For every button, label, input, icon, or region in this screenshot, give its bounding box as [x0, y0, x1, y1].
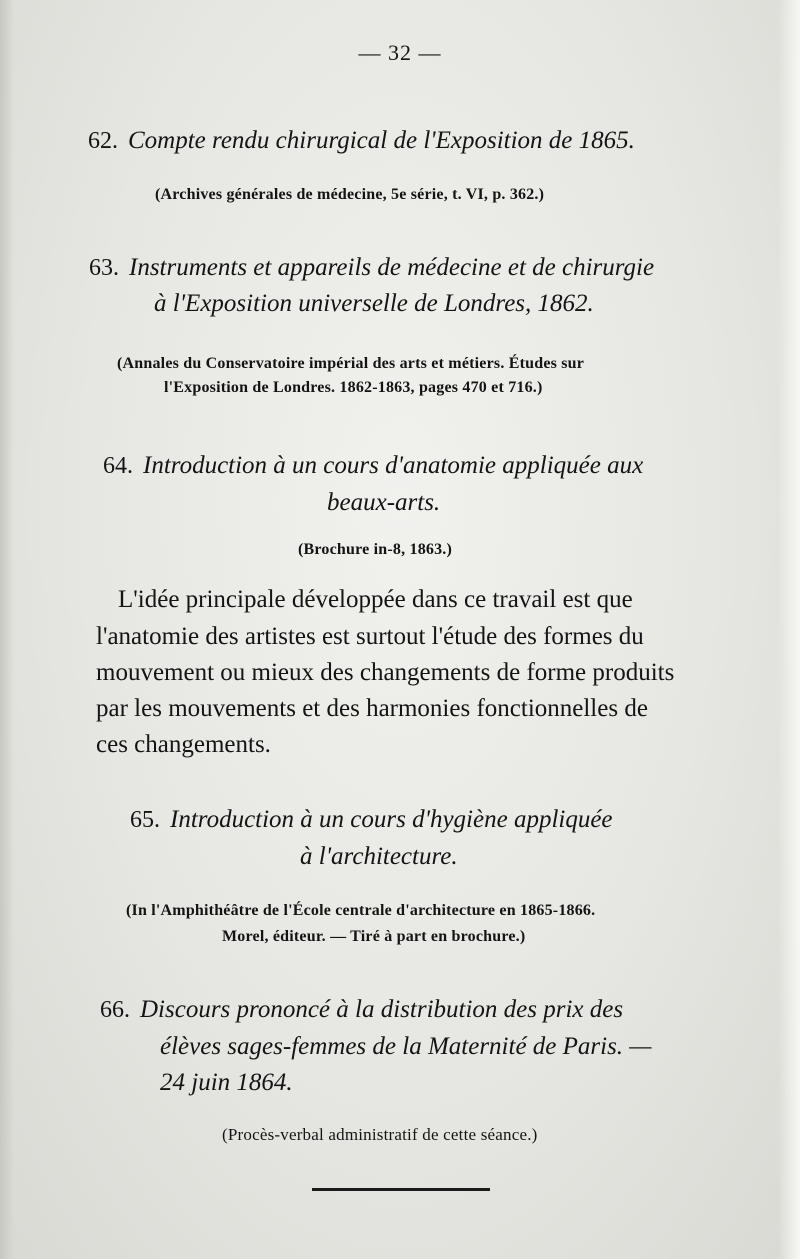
entry-64-body-line-3: mouvement ou mieux des changements de forme produits: [96, 659, 675, 686]
entry-64-source: (Brochure in-8, 1863.): [298, 541, 453, 558]
entry-65-number: 65.: [130, 807, 160, 833]
entry-63-title-line-1: [89, 254, 654, 282]
entry-64-title-line-1: [103, 452, 643, 480]
entry-64-number: 64.: [103, 453, 133, 479]
entry-65-title-line-1: [130, 806, 613, 834]
entry-63-title-1: Instruments et appareils de médecine et de chirurgie: [129, 254, 655, 281]
entry-63-title-line-2: à l'Exposition universelle de Londres, 1862.: [154, 290, 594, 317]
entry-66-title-line-1: [100, 996, 623, 1024]
entry-63-number: 63.: [89, 255, 119, 281]
entry-66-title-line-2: élèves sages-femmes de la Maternité de Paris. —: [160, 1033, 652, 1060]
entry-65-source-line-1: (In l'Amphithéâtre de l'École centrale d'architecture en 1865-1866.: [126, 902, 596, 919]
entry-63-source-line-1: (Annales du Conservatoire impérial des arts et métiers. Études sur: [117, 355, 585, 372]
entry-66-title-1: Discours prononcé à la distribution des prix des: [140, 996, 624, 1023]
entry-63-source-line-2: l'Exposition de Londres. 1862-1863, pages 470 et 716.): [164, 379, 543, 396]
entry-66-number: 66.: [100, 997, 130, 1023]
entry-62-number: 62.: [88, 128, 118, 154]
entry-64-title-line-2: beaux-arts.: [327, 489, 441, 516]
entry-64-title-1: Introduction à un cours d'anatomie appliquée aux: [143, 452, 644, 479]
entry-62-title-line-1: [88, 127, 635, 155]
entry-65-source-line-2: Morel, éditeur. — Tiré à part en brochure.): [222, 928, 526, 945]
entry-65-title-line-2: à l'architecture.: [300, 843, 458, 870]
entry-64-body-line-2: l'anatomie des artistes est surtout l'étude des formes du: [96, 623, 644, 650]
entry-62-title: Compte rendu chirurgical de l'Exposition de 1865.: [128, 127, 635, 154]
entry-65-title-1: Introduction à un cours d'hygiène appliquée: [170, 806, 613, 833]
entry-62-source: (Archives générales de médecine, 5e série, t. VI, p. 362.): [155, 186, 545, 203]
entry-66-title-line-3: 24 juin 1864.: [160, 1069, 293, 1096]
entry-66-source: (Procès-verbal administratif de cette séance.): [222, 1125, 538, 1144]
page-number: — 32 —: [358, 40, 442, 65]
entry-64-body-line-5: ces changements.: [96, 731, 271, 758]
closing-rule: [312, 1188, 490, 1191]
entry-64-body-line-4: par les mouvements et des harmonies fonctionnelles de: [96, 695, 648, 722]
entry-64-body-line-1: L'idée principale développée dans ce travail est que: [118, 586, 633, 613]
